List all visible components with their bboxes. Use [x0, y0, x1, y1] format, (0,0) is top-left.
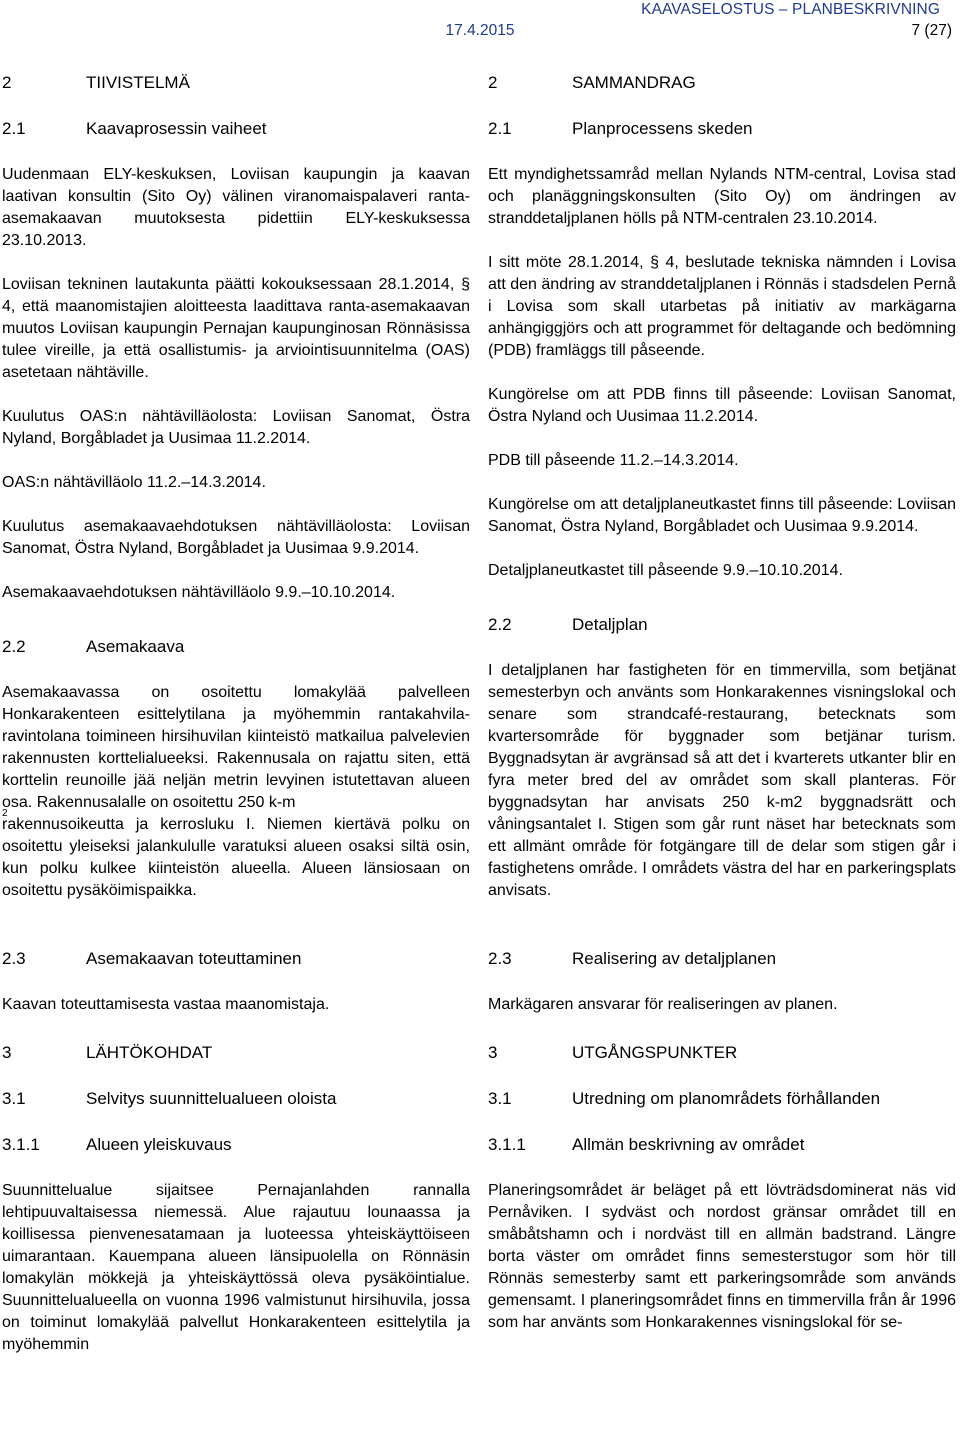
paragraph-process-3: Kungörelse om att PDB finns till påseende: Loviisan Sanomat, Östra Nyland och Uusimaa 11.2.2014.	[488, 386, 956, 425]
paragraph-realisation: Kaavan toteuttamisesta vastaa maanomistaja.	[2, 996, 330, 1013]
finnish-column	[2, 66, 470, 1356]
paragraph-plan: I detaljplanen har fastigheten för en timmervilla, som betjänat semesterbyn och använts som Honkarakennes visningslokal och senare som strandcafé-restaurang, betecknats som kvartersområde för byggnader som betjänar turism. Byggnadsytan är avgränsad så att det i kvarterets utkanter blir en fyra meter bred del av området som skall planteras. För byggnadsytan har anvisats 250 k-m2 byggnadsrätt och våningsantalet I. Stigen som går runt näset har betecknats som ett allmänt område för fotgängare till de delar som stigen går i fastighetens område. I områdets västra del har en parkeringsplats anvisats.	[488, 662, 956, 899]
paragraph-realisation: Markägaren ansvarar för realiseringen av planen.	[488, 996, 838, 1013]
heading-2-3: 2.3 Realisering av detaljplanen	[488, 949, 777, 968]
heading-3-1-1: 3.1.1 Allmän beskrivning av området	[488, 1135, 805, 1154]
document-date: 17.4.2015	[445, 22, 515, 39]
paragraph-process-1: Uudenmaan ELY-keskuksen, Loviisan kaupungin ja kaavan laativan konsultin (Sito Oy) välinen viranomaispalaveri ranta-asemakaavan muutoksesta pidettiin ELY-keskuksessa 23.10.2013.	[2, 166, 470, 249]
heading-3: 3 UTGÅNGSPUNKTER	[488, 1043, 738, 1062]
paragraph-process-6: Detaljplaneutkastet till påseende 9.9.–10.10.2014.	[488, 562, 843, 579]
heading-3: 3 LÄHTÖKOHDAT	[2, 1043, 213, 1062]
paragraph-process-4: OAS:n nähtävilläolo 11.2.–14.3.2014.	[2, 474, 266, 491]
heading-2-1: 2.1 Kaavaprosessin vaiheet	[2, 119, 267, 138]
heading-2-1: 2.1 Planprocessens skeden	[488, 119, 753, 138]
heading-2-2: 2.2 Detaljplan	[488, 615, 648, 634]
swedish-column	[488, 66, 956, 1334]
paragraph-process-2: I sitt möte 28.1.2014, § 4, beslutade tekniska nämnden i Lovisa att den ändring av stranddetaljplanen i Rönnäs i stadsdelen Pernå i Lovisa som skall utarbetas på initiativ av markägarna anhängiggjörs och att programmet för deltagande och bedömning (PDB) framläggs till påseende.	[488, 254, 956, 359]
heading-2: 2 SAMMANDRAG	[488, 73, 696, 92]
paragraph-plan: Asemakaavassa on osoitettu lomakylää palvelleen Honkarakenteen esittelytilana ja myöhemmin rantakahvila-ravintolana toimineen hirsihuvilan kiinteistö matkailua palvelevien rakennusten korttelialueeksi. Rakennusala on rajattu siten, että korttelin reunoille jää neljän metrin levyinen istutettavan alueen osa. Rakennusalalle on osoitettu 250 k-m 2 rakennusoikeutta ja kerrosluku I. Niemen kiertävä polku on osoitettu yleiseksi jalankululle varatuksi alueen osaksi siltä osin, kun polku kulkee kiinteistön alueella. Alueen länsiosaan on osoitettu pysäköimispaikka.	[2, 684, 470, 899]
heading-2-2: 2.2 Asemakaava	[2, 637, 185, 656]
page-number: 7 (27)	[911, 22, 952, 39]
paragraph-area-description: Planeringsområdet är beläget på ett lövträdsdominerat näs vid Pernåviken. I sydväst och nordost gränsar området till en småbåtshamn och i nordväst till en allmän badstrand. Längre borta väster om området finns semesterstugor som hör till Rönnäs semesterby samt ett parkeringsområde som används gemensamt. I planeringsområdet finns en timmervilla från år 1996 som har använts som Honkarakennes visningslokal för se-	[488, 1182, 956, 1331]
paragraph-process-5: Kungörelse om att detaljplaneutkastet finns till påseende: Loviisan Sanomat, Östra Nyland, Borgåbladet och Uusimaa 9.9.2014.	[488, 496, 956, 535]
paragraph-process-3: Kuulutus OAS:n nähtävilläolosta: Loviisan Sanomat, Östra Nyland, Borgåbladet ja Uusimaa 11.2.2014.	[2, 408, 470, 447]
paragraph-process-4: PDB till påseende 11.2.–14.3.2014.	[488, 452, 739, 469]
paragraph-process-1: Ett myndighetssamråd mellan Nylands NTM-central, Lovisa stad och planäggningskonsulten (Sito Oy) om ändringen av stranddetaljplanen hölls på NTM-centralen 23.10.2014.	[488, 166, 956, 227]
paragraph-area-description: Suunnittelualue sijaitsee Pernajanlahden rannalla lehtipuuvaltaisessa niemessä. Alue rajautuu lounaassa ja koillisessa pienvenesatamaan ja luoteessa yhteiskäyttöiseen uimarantaan. Kauempana alueen länsipuolella on Rönnäsin lomakylän mökkejä ja yhteiskäyttössä oleva pysäköintialue. Suunnittelualueella on vuonna 1996 valmistunut hirsihuvila, jossa on toiminut lomakylää palvellut Honkarakenteen esittelytila ja myöhemmin	[2, 1182, 470, 1353]
heading-3-1: 3.1 Utredning om planområdets förhållanden	[488, 1089, 881, 1108]
heading-3-1: 3.1 Selvitys suunnittelualueen oloista	[2, 1089, 337, 1108]
paragraph-process-2: Loviisan tekninen lautakunta päätti kokouksessaan 28.1.2014, § 4, että maanomistajien aloitteesta laadittava ranta-asemakaavan muutos Loviisan kaupungin Pernajan kaupunginosan Rönnäsissa tulee vireille, ja että osallistumis- ja arviointisuunnitelma (OAS) asetetaan nähtäville.	[2, 276, 470, 381]
heading-2: 2 TIIVISTELMÄ	[2, 73, 190, 92]
paragraph-process-5: Kuulutus asemakaavaehdotuksen nähtävilläolosta: Loviisan Sanomat, Östra Nyland, Borgåbladet ja Uusimaa 9.9.2014.	[2, 518, 470, 557]
document-title: KAAVASELOSTUS – PLANBESKRIVNING	[641, 1, 940, 18]
paragraph-process-6: Asemakaavaehdotuksen nähtävilläolo 9.9.–10.10.2014.	[2, 584, 396, 601]
heading-3-1-1: 3.1.1 Alueen yleiskuvaus	[2, 1135, 232, 1154]
page-header	[0, 0, 960, 42]
heading-2-3: 2.3 Asemakaavan toteuttaminen	[2, 949, 302, 968]
